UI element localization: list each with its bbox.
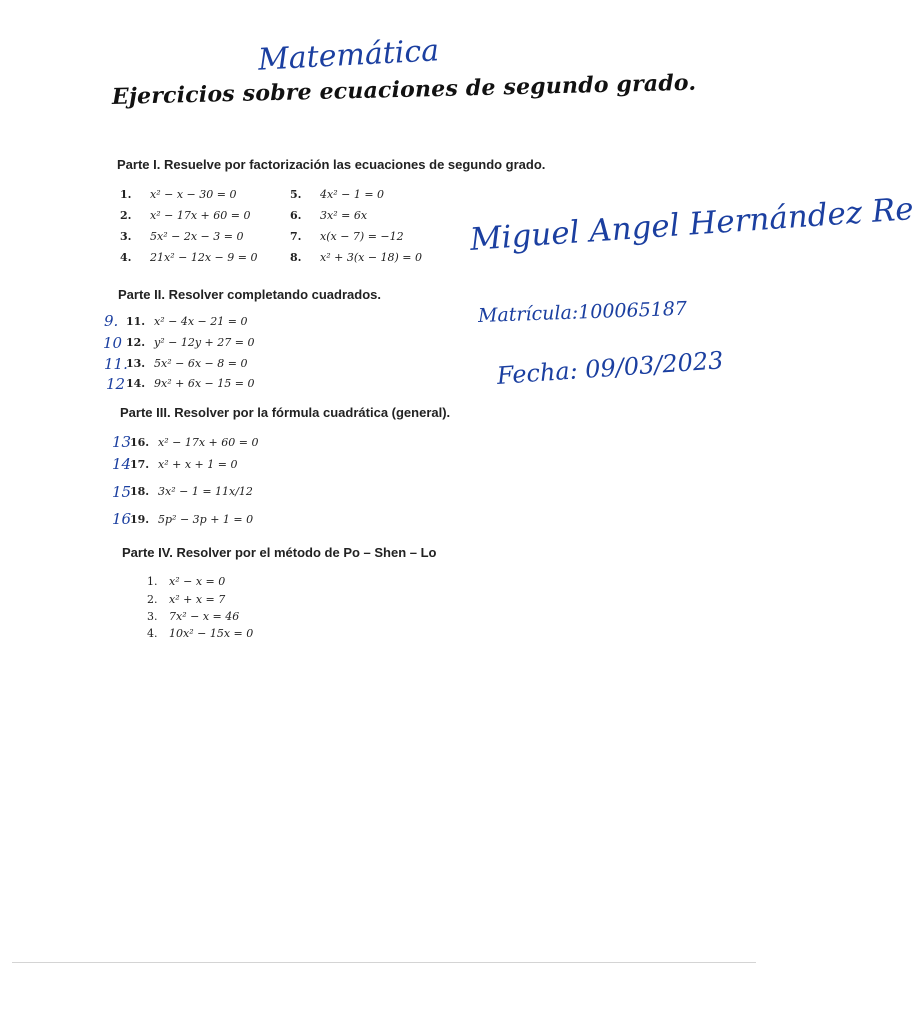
exercise-equation: 9x² + 6x − 15 = 0: [154, 377, 255, 390]
exercise-equation: x² + x = 7: [169, 593, 226, 606]
exercise-equation: x² − x = 0: [169, 575, 226, 588]
exercise-row: [147, 575, 307, 593]
exercise-row: [290, 251, 450, 269]
exercise-equation: 21x² − 12x − 9 = 0: [150, 251, 258, 264]
exercise-row: [120, 251, 280, 269]
exercise-equation: 3x² − 1 = 11x/12: [158, 485, 253, 498]
exercise-number: 3.: [120, 230, 132, 243]
exercise-number: 14.: [126, 377, 146, 390]
exercise-number: 16.: [130, 436, 150, 449]
handwritten-number: 16: [112, 510, 132, 528]
exercise-row: [290, 230, 450, 248]
handwritten-subject: Matemática: [257, 33, 440, 78]
exercise-row: [126, 315, 286, 333]
exercise-number: 5.: [290, 188, 302, 201]
exercise-number: 19.: [130, 513, 150, 526]
exercise-equation: x² − x − 30 = 0: [150, 188, 237, 201]
exercise-number: 18.: [130, 485, 150, 498]
exercise-equation: 4x² − 1 = 0: [320, 188, 385, 201]
exercise-equation: y² − 12y + 27 = 0: [154, 336, 255, 349]
exercise-row: [126, 357, 286, 375]
exercise-equation: 7x² − x = 46: [169, 610, 240, 623]
exercise-equation: 5x² − 2x − 3 = 0: [150, 230, 244, 243]
exercise-equation: x² + 3(x − 18) = 0: [320, 251, 423, 264]
exercise-row: [147, 593, 307, 611]
exercise-number: 12.: [126, 336, 146, 349]
handwritten-number: 10: [103, 334, 123, 352]
exercise-number: 1.: [120, 188, 132, 201]
exercise-row: [130, 458, 300, 476]
exercise-row: [120, 209, 280, 227]
handwritten-name: Miguel Angel Hernández Re: [468, 191, 915, 258]
exercise-row: [120, 230, 280, 248]
exercise-number: 7.: [290, 230, 302, 243]
exercise-equation: 3x² = 6x: [320, 209, 368, 222]
exercise-equation: x² − 4x − 21 = 0: [154, 315, 248, 328]
exercise-number: 3.: [147, 610, 158, 623]
exercise-number: 4.: [120, 251, 132, 264]
handwritten-number: 14: [112, 455, 132, 473]
exercise-equation: x² + x + 1 = 0: [158, 458, 238, 471]
exercise-row: [147, 627, 307, 645]
exercise-equation: x² − 17x + 60 = 0: [158, 436, 259, 449]
exercise-row: [130, 436, 300, 454]
handwritten-number: 12: [106, 375, 126, 393]
exercise-number: 2.: [147, 593, 158, 606]
part-3-heading: Parte III. Resolver por la fórmula cuadrática (general).: [120, 405, 451, 420]
exercise-row: [147, 610, 307, 628]
exercise-row: [130, 513, 300, 531]
handwritten-number: 9.: [104, 312, 119, 330]
exercise-number: 4.: [147, 627, 158, 640]
page-title: Ejercicios sobre ecuaciones de segundo grado.: [111, 69, 697, 110]
exercise-row: [126, 377, 286, 395]
handwritten-number: 13: [112, 433, 132, 451]
handwritten-number: 15: [112, 483, 132, 501]
exercise-number: 1.: [147, 575, 158, 588]
exercise-row: [126, 336, 286, 354]
exercise-equation: 10x² − 15x = 0: [169, 627, 254, 640]
exercise-number: 2.: [120, 209, 132, 222]
exercise-row: [130, 485, 300, 503]
exercise-equation: 5p² − 3p + 1 = 0: [158, 513, 254, 526]
handwritten-matricula: Matrícula:100065187: [477, 297, 688, 327]
handwritten-date: Fecha: 09/03/2023: [496, 346, 725, 390]
exercise-number: 17.: [130, 458, 150, 471]
page-divider: [12, 962, 756, 963]
exercise-row: [290, 188, 450, 206]
exercise-row: [290, 209, 450, 227]
exercise-number: 8.: [290, 251, 302, 264]
part-4-heading: Parte IV. Resolver por el método de Po – Shen – Lo: [122, 545, 437, 560]
exercise-equation: 5x² − 6x − 8 = 0: [154, 357, 248, 370]
exercise-number: 6.: [290, 209, 302, 222]
exercise-number: 13.: [126, 357, 146, 370]
part-1-heading: Parte I. Resuelve por factorización las ecuaciones de segundo grado.: [117, 157, 546, 172]
handwritten-number: 11.: [104, 355, 128, 373]
exercise-row: [120, 188, 280, 206]
exercise-equation: x(x − 7) = −12: [320, 230, 404, 243]
exercise-equation: x² − 17x + 60 = 0: [150, 209, 251, 222]
part-2-heading: Parte II. Resolver completando cuadrados.: [118, 287, 381, 302]
exercise-number: 11.: [126, 315, 146, 328]
